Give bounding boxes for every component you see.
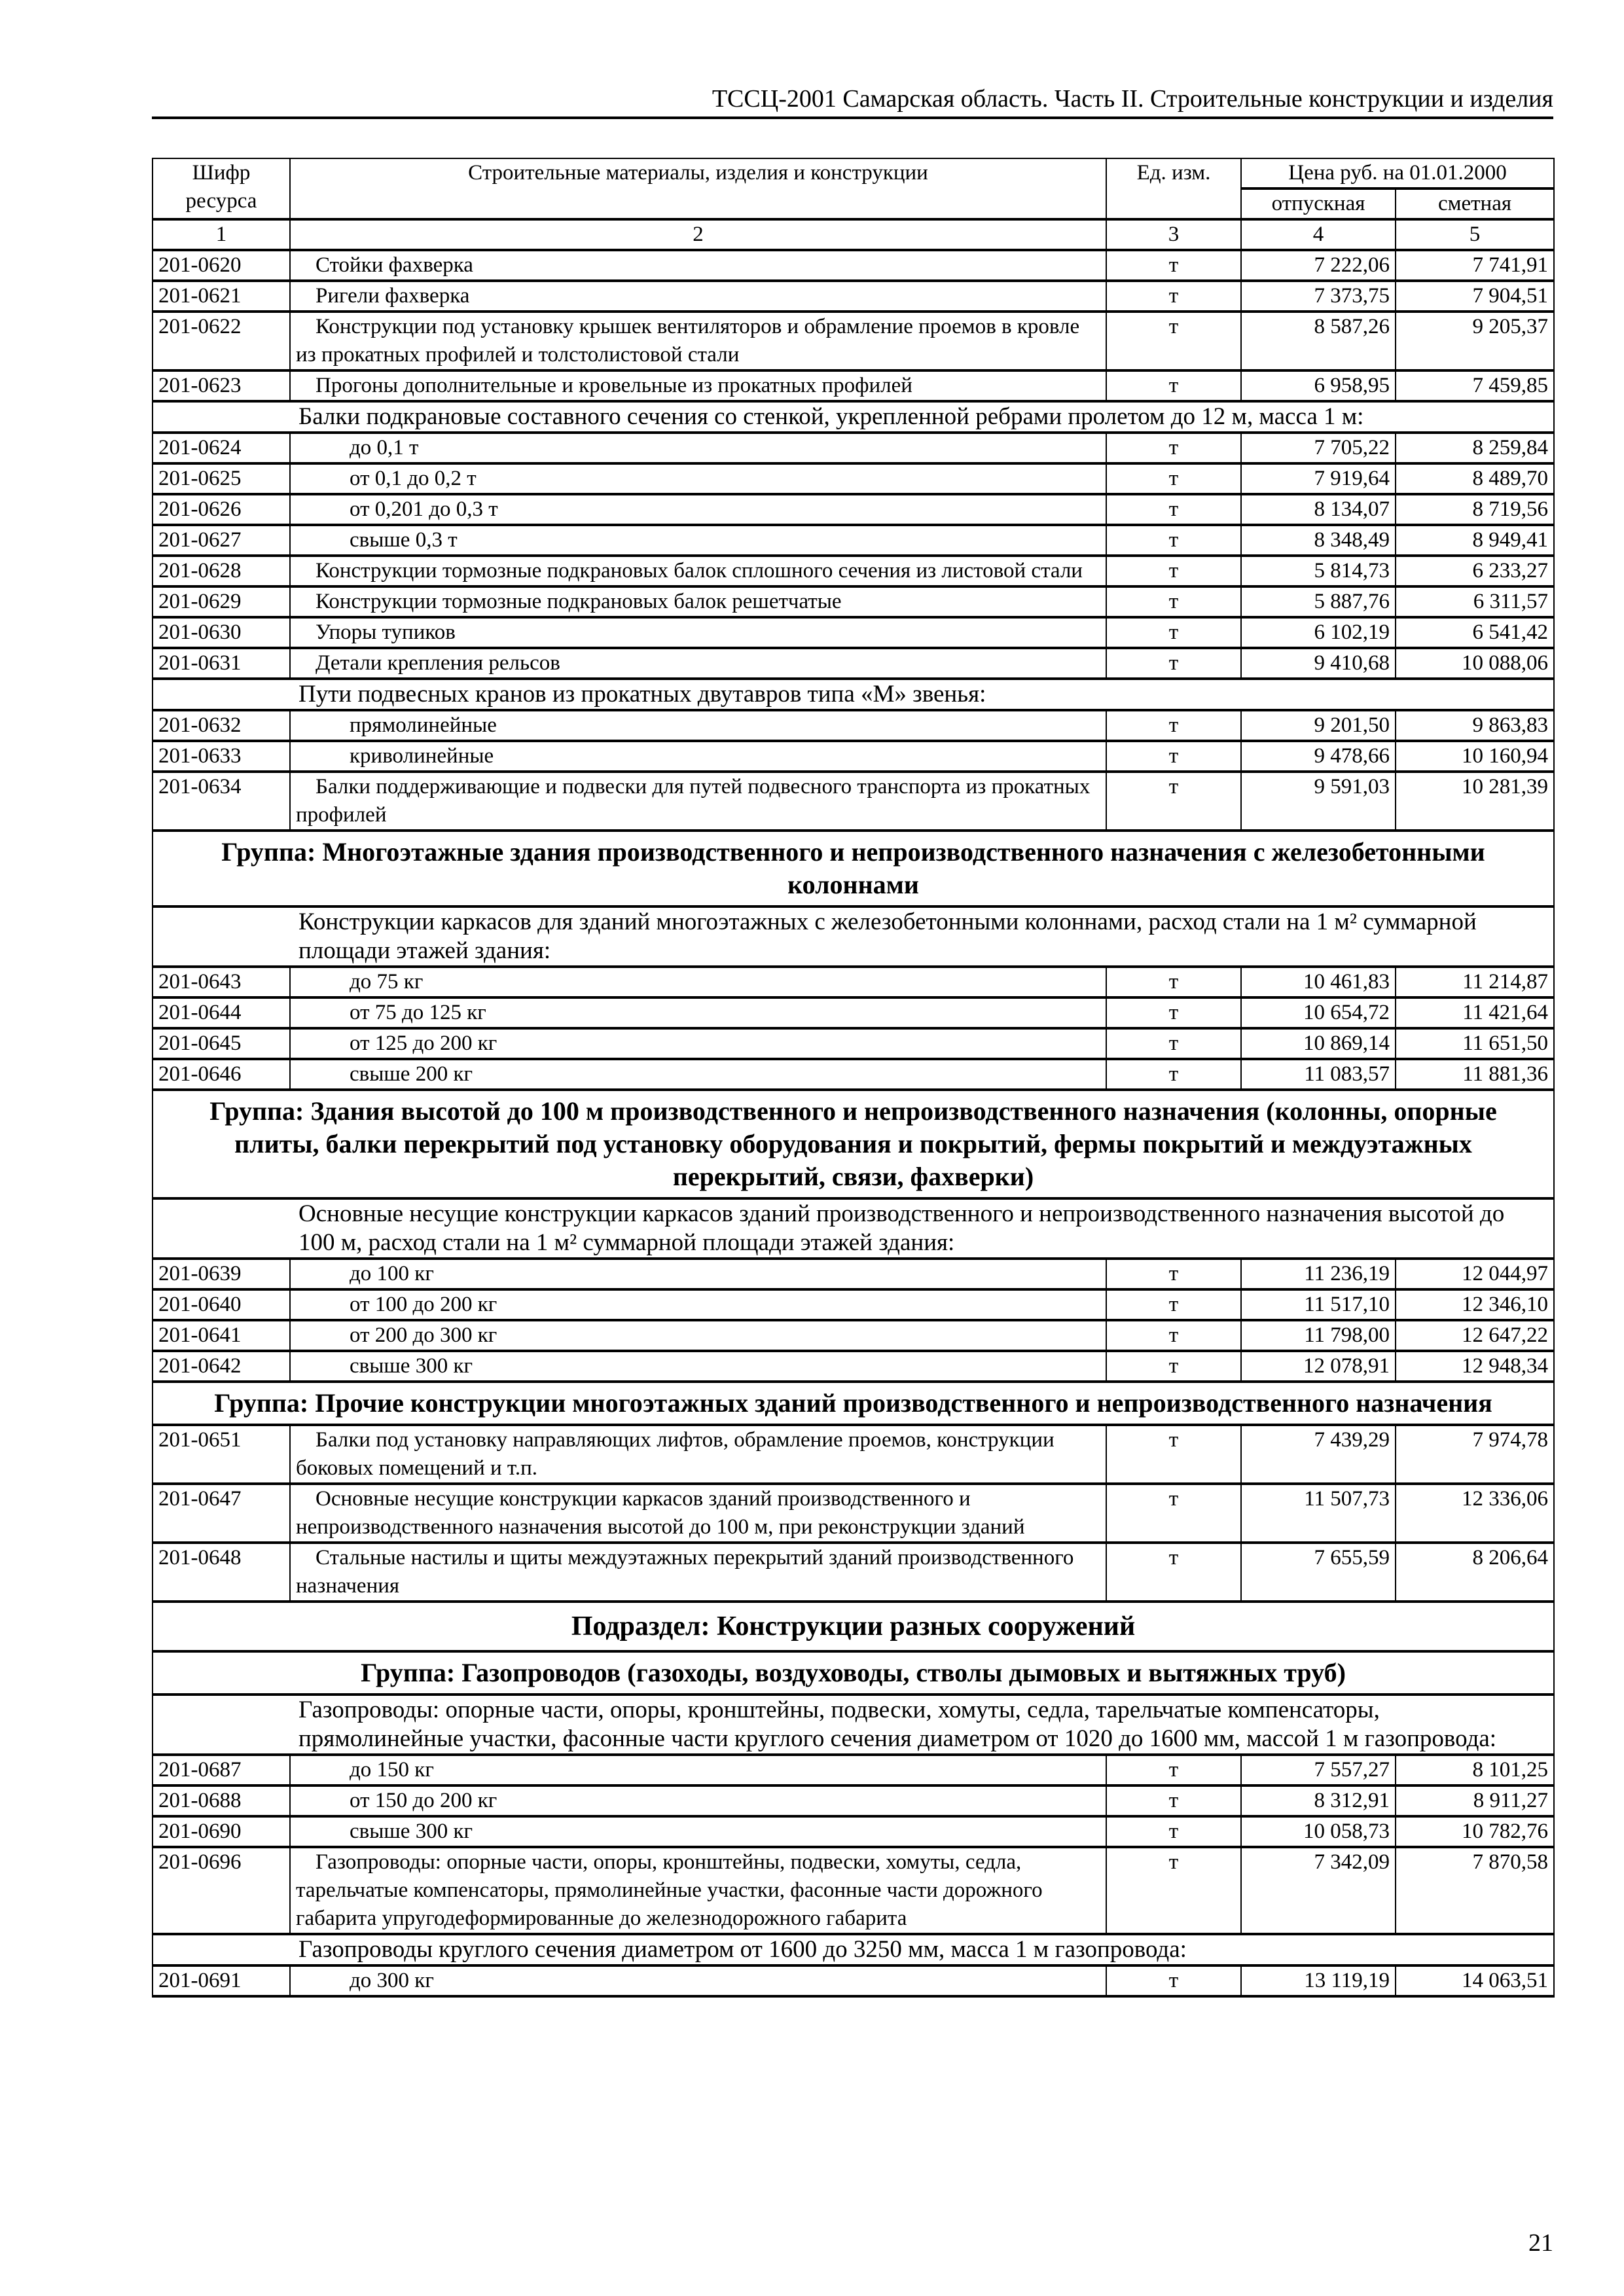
estimate-price: 12 948,34 [1396, 1351, 1554, 1382]
section-heading: Газопроводы круглого сечения диаметром от 1600 до 3250 мм, масса 1 м газопровода: [153, 1934, 1554, 1965]
item-name: до 100 кг [290, 1259, 1106, 1289]
group-heading-row [153, 1651, 1554, 1695]
estimate-price: 6 233,27 [1396, 556, 1554, 586]
header-price: Цена руб. на 01.01.2000 [1241, 158, 1554, 188]
item-name: Прогоны дополнительные и кровельные из прокатных профилей [290, 370, 1106, 401]
table-row [153, 1847, 1554, 1934]
release-price: 7 655,59 [1241, 1543, 1396, 1602]
resource-code: 201-0646 [153, 1059, 290, 1090]
table-row [153, 494, 1554, 525]
table-row [153, 617, 1554, 648]
table-row [153, 312, 1554, 370]
resource-code: 201-0633 [153, 741, 290, 772]
release-price: 7 342,09 [1241, 1847, 1396, 1934]
item-name: Детали крепления рельсов [290, 648, 1106, 679]
item-name: Стойки фахверка [290, 250, 1106, 281]
group-heading-row [153, 831, 1554, 906]
item-name: свыше 300 кг [290, 1351, 1106, 1382]
page-number: 21 [1528, 2229, 1553, 2257]
unit: т [1106, 1289, 1241, 1320]
unit: т [1106, 1965, 1241, 1996]
release-price: 7 557,27 [1241, 1755, 1396, 1785]
item-name: от 0,1 до 0,2 т [290, 463, 1106, 494]
release-price: 10 058,73 [1241, 1816, 1396, 1847]
table-row [153, 1755, 1554, 1785]
resource-code: 201-0627 [153, 525, 290, 556]
section-heading: Основные несущие конструкции каркасов зданий производственного и непроизводственного назначения высотой до 100 м, расход стали на 1 м² суммарной площади этажей здания: [153, 1198, 1554, 1259]
item-name: до 0,1 т [290, 433, 1106, 463]
item-name: Балки под установку направляющих лифтов, обрамление проемов, конструкции боковых помещений и т.п. [290, 1425, 1106, 1484]
table-row [153, 1289, 1554, 1320]
resource-code: 201-0625 [153, 463, 290, 494]
release-price: 9 201,50 [1241, 710, 1396, 741]
resource-code: 201-0628 [153, 556, 290, 586]
unit: т [1106, 1785, 1241, 1816]
table-row [153, 1259, 1554, 1289]
resource-code: 201-0645 [153, 1028, 290, 1059]
estimate-price: 12 647,22 [1396, 1320, 1554, 1351]
estimate-price: 8 489,70 [1396, 463, 1554, 494]
resource-code: 201-0620 [153, 250, 290, 281]
unit: т [1106, 1351, 1241, 1382]
item-name: от 150 до 200 кг [290, 1785, 1106, 1816]
group-heading: Группа: Многоэтажные здания производственного и непроизводственного назначения с железобетонными колоннами [153, 831, 1554, 906]
section-heading-row [153, 1695, 1554, 1755]
item-name: Основные несущие конструкции каркасов зданий производственного и непроизводственного назначения высотой до 100 м, при реконструкции зданий [290, 1484, 1106, 1543]
table-row [153, 741, 1554, 772]
table-row [153, 1816, 1554, 1847]
table-row [153, 463, 1554, 494]
resource-code: 201-0690 [153, 1816, 290, 1847]
section-heading-row [153, 1198, 1554, 1259]
release-price: 9 591,03 [1241, 772, 1396, 831]
estimate-price: 7 870,58 [1396, 1847, 1554, 1934]
table-row [153, 1351, 1554, 1382]
item-name: Упоры тупиков [290, 617, 1106, 648]
release-price: 11 236,19 [1241, 1259, 1396, 1289]
item-name: Стальные настилы и щиты междуэтажных перекрытий зданий производственного назначения [290, 1543, 1106, 1602]
estimate-price: 11 421,64 [1396, 997, 1554, 1028]
item-name: Газопроводы: опорные части, опоры, кронштейны, подвески, хомуты, седла, тарельчатые компенсаторы, прямолинейные участки, фасонные части дорожного габарита упругодеформированные до железнодорожного габарита [290, 1847, 1106, 1934]
table-row [153, 433, 1554, 463]
release-price: 10 654,72 [1241, 997, 1396, 1028]
resource-code: 201-0644 [153, 997, 290, 1028]
resource-code: 201-0622 [153, 312, 290, 370]
release-price: 10 869,14 [1241, 1028, 1396, 1059]
resource-code: 201-0648 [153, 1543, 290, 1602]
estimate-price: 10 088,06 [1396, 648, 1554, 679]
release-price: 7 373,75 [1241, 281, 1396, 312]
release-price: 11 798,00 [1241, 1320, 1396, 1351]
resource-code: 201-0624 [153, 433, 290, 463]
release-price: 13 119,19 [1241, 1965, 1396, 1996]
item-name: свыше 200 кг [290, 1059, 1106, 1090]
estimate-price: 14 063,51 [1396, 1965, 1554, 1996]
unit: т [1106, 281, 1241, 312]
item-name: до 300 кг [290, 1965, 1106, 1996]
header-unit: Ед. изм. [1106, 158, 1241, 219]
section-heading-row [153, 1934, 1554, 1965]
estimate-price: 12 336,06 [1396, 1484, 1554, 1543]
item-name: Балки поддерживающие и подвески для путей подвесного транспорта из прокатных профилей [290, 772, 1106, 831]
item-name: криволинейные [290, 741, 1106, 772]
table-body [153, 250, 1554, 1996]
column-number: 4 [1241, 219, 1396, 250]
table-row [153, 1484, 1554, 1543]
resource-code: 201-0688 [153, 1785, 290, 1816]
table-row [153, 1320, 1554, 1351]
column-numbers-row [153, 219, 1554, 250]
estimate-price: 10 782,76 [1396, 1816, 1554, 1847]
resource-code: 201-0629 [153, 586, 290, 617]
estimate-price: 8 259,84 [1396, 433, 1554, 463]
release-price: 7 919,64 [1241, 463, 1396, 494]
release-price: 8 587,26 [1241, 312, 1396, 370]
table-row [153, 250, 1554, 281]
resource-code: 201-0647 [153, 1484, 290, 1543]
subsection-heading-row [153, 1602, 1554, 1651]
resource-code: 201-0621 [153, 281, 290, 312]
table-row [153, 710, 1554, 741]
unit: т [1106, 1425, 1241, 1484]
section-heading: Пути подвесных кранов из прокатных двутавров типа «М» звенья: [153, 679, 1554, 710]
estimate-price: 12 346,10 [1396, 1289, 1554, 1320]
unit: т [1106, 648, 1241, 679]
subsection-heading: Подраздел: Конструкции разных сооружений [153, 1602, 1554, 1651]
unit: т [1106, 556, 1241, 586]
release-price: 9 410,68 [1241, 648, 1396, 679]
table-row [153, 1785, 1554, 1816]
unit: т [1106, 1543, 1241, 1602]
item-name: Конструкции тормозные подкрановых балок решетчатые [290, 586, 1106, 617]
table-row [153, 556, 1554, 586]
item-name: Конструкции тормозные подкрановых балок сплошного сечения из листовой стали [290, 556, 1106, 586]
unit: т [1106, 1755, 1241, 1785]
estimate-price: 6 311,57 [1396, 586, 1554, 617]
release-price: 9 478,66 [1241, 741, 1396, 772]
estimate-price: 10 281,39 [1396, 772, 1554, 831]
section-heading-row [153, 906, 1554, 967]
estimate-price: 6 541,42 [1396, 617, 1554, 648]
header-release-price: отпускная [1241, 188, 1396, 219]
column-number: 3 [1106, 219, 1241, 250]
unit: т [1106, 997, 1241, 1028]
estimate-price: 8 719,56 [1396, 494, 1554, 525]
estimate-price: 7 974,78 [1396, 1425, 1554, 1484]
estimate-price: 12 044,97 [1396, 1259, 1554, 1289]
resource-code: 201-0626 [153, 494, 290, 525]
column-number: 1 [153, 219, 290, 250]
release-price: 11 083,57 [1241, 1059, 1396, 1090]
group-heading-row [153, 1090, 1554, 1198]
release-price: 7 705,22 [1241, 433, 1396, 463]
unit: т [1106, 525, 1241, 556]
table-row [153, 586, 1554, 617]
estimate-price: 8 911,27 [1396, 1785, 1554, 1816]
table-row [153, 370, 1554, 401]
estimate-price: 10 160,94 [1396, 741, 1554, 772]
release-price: 12 078,91 [1241, 1351, 1396, 1382]
item-name: до 150 кг [290, 1755, 1106, 1785]
header-name: Строительные материалы, изделия и конструкции [290, 158, 1106, 219]
unit: т [1106, 967, 1241, 997]
resource-code: 201-0623 [153, 370, 290, 401]
table-row [153, 525, 1554, 556]
release-price: 11 517,10 [1241, 1289, 1396, 1320]
unit: т [1106, 710, 1241, 741]
unit: т [1106, 772, 1241, 831]
table-row [153, 1059, 1554, 1090]
section-heading: Балки подкрановые составного сечения со стенкой, укрепленной ребрами пролетом до 12 м, масса 1 м: [153, 401, 1554, 433]
table-row [153, 772, 1554, 831]
estimate-price: 9 205,37 [1396, 312, 1554, 370]
estimate-price: 8 949,41 [1396, 525, 1554, 556]
resource-code: 201-0687 [153, 1755, 290, 1785]
unit: т [1106, 1059, 1241, 1090]
release-price: 7 222,06 [1241, 250, 1396, 281]
unit: т [1106, 494, 1241, 525]
resource-code: 201-0641 [153, 1320, 290, 1351]
unit: т [1106, 1320, 1241, 1351]
item-name: от 75 до 125 кг [290, 997, 1106, 1028]
table-row [153, 1965, 1554, 1996]
unit: т [1106, 1028, 1241, 1059]
item-name: от 125 до 200 кг [290, 1028, 1106, 1059]
unit: т [1106, 1259, 1241, 1289]
unit: т [1106, 1484, 1241, 1543]
resource-code: 201-0696 [153, 1847, 290, 1934]
section-heading: Газопроводы: опорные части, опоры, кронштейны, подвески, хомуты, седла, тарельчатые компенсаторы, прямолинейные участки, фасонные части круглого сечения диаметром от 1020 до 1600 мм, массой 1 м газопровода: [153, 1695, 1554, 1755]
group-heading-row [153, 1382, 1554, 1425]
resource-code: 201-0639 [153, 1259, 290, 1289]
release-price: 8 134,07 [1241, 494, 1396, 525]
estimate-price: 9 863,83 [1396, 710, 1554, 741]
item-name: прямолинейные [290, 710, 1106, 741]
section-heading-row [153, 401, 1554, 433]
column-number: 2 [290, 219, 1106, 250]
estimate-price: 11 651,50 [1396, 1028, 1554, 1059]
table-row [153, 648, 1554, 679]
release-price: 6 958,95 [1241, 370, 1396, 401]
resource-code: 201-0640 [153, 1289, 290, 1320]
resource-code: 201-0643 [153, 967, 290, 997]
item-name: Конструкции под установку крышек вентиляторов и обрамление проемов в кровле из прокатных профилей и толстолистовой стали [290, 312, 1106, 370]
table-row [153, 967, 1554, 997]
release-price: 5 887,76 [1241, 586, 1396, 617]
unit: т [1106, 741, 1241, 772]
item-name: от 200 до 300 кг [290, 1320, 1106, 1351]
estimate-price: 7 904,51 [1396, 281, 1554, 312]
estimate-price: 7 741,91 [1396, 250, 1554, 281]
unit: т [1106, 586, 1241, 617]
unit: т [1106, 250, 1241, 281]
unit: т [1106, 1816, 1241, 1847]
table-row [153, 1028, 1554, 1059]
table-row [153, 1543, 1554, 1602]
table-row [153, 281, 1554, 312]
release-price: 5 814,73 [1241, 556, 1396, 586]
item-name: до 75 кг [290, 967, 1106, 997]
resource-code: 201-0691 [153, 1965, 290, 1996]
unit: т [1106, 433, 1241, 463]
item-name: от 100 до 200 кг [290, 1289, 1106, 1320]
estimate-price: 7 459,85 [1396, 370, 1554, 401]
section-heading: Конструкции каркасов для зданий многоэтажных с железобетонными колоннами, расход стали на 1 м² суммарной площади этажей здания: [153, 906, 1554, 967]
release-price: 10 461,83 [1241, 967, 1396, 997]
section-heading-row [153, 679, 1554, 710]
table-row [153, 997, 1554, 1028]
unit: т [1106, 617, 1241, 648]
header-estimate-price: сметная [1396, 188, 1554, 219]
unit: т [1106, 312, 1241, 370]
column-number: 5 [1396, 219, 1554, 250]
resource-code: 201-0651 [153, 1425, 290, 1484]
table-header-row [153, 158, 1554, 188]
estimate-price: 8 206,64 [1396, 1543, 1554, 1602]
group-heading: Группа: Газопроводов (газоходы, воздуховоды, стволы дымовых и вытяжных труб) [153, 1651, 1554, 1695]
item-name: Ригели фахверка [290, 281, 1106, 312]
release-price: 11 507,73 [1241, 1484, 1396, 1543]
resource-code: 201-0632 [153, 710, 290, 741]
release-price: 8 348,49 [1241, 525, 1396, 556]
table-row [153, 1425, 1554, 1484]
unit: т [1106, 1847, 1241, 1934]
item-name: свыше 0,3 т [290, 525, 1106, 556]
header-rule [152, 117, 1553, 119]
release-price: 7 439,29 [1241, 1425, 1396, 1484]
release-price: 8 312,91 [1241, 1785, 1396, 1816]
item-name: от 0,201 до 0,3 т [290, 494, 1106, 525]
estimate-price: 8 101,25 [1396, 1755, 1554, 1785]
unit: т [1106, 370, 1241, 401]
group-heading: Группа: Прочие конструкции многоэтажных зданий производственного и непроизводственного назначения [153, 1382, 1554, 1425]
unit: т [1106, 463, 1241, 494]
header-code: Шифр ресурса [153, 158, 290, 219]
running-header: ТССЦ-2001 Самарская область. Часть II. Строительные конструкции и изделия [712, 85, 1553, 113]
resource-code: 201-0634 [153, 772, 290, 831]
resource-code: 201-0630 [153, 617, 290, 648]
price-table [152, 158, 1555, 1998]
release-price: 6 102,19 [1241, 617, 1396, 648]
item-name: свыше 300 кг [290, 1816, 1106, 1847]
estimate-price: 11 881,36 [1396, 1059, 1554, 1090]
group-heading: Группа: Здания высотой до 100 м производственного и непроизводственного назначения (колонны, опорные плиты, балки перекрытий под установку оборудования и покрытий, фермы покрытий и междуэтажных перекрытий, связи, фахверки) [153, 1090, 1554, 1198]
resource-code: 201-0631 [153, 648, 290, 679]
resource-code: 201-0642 [153, 1351, 290, 1382]
estimate-price: 11 214,87 [1396, 967, 1554, 997]
